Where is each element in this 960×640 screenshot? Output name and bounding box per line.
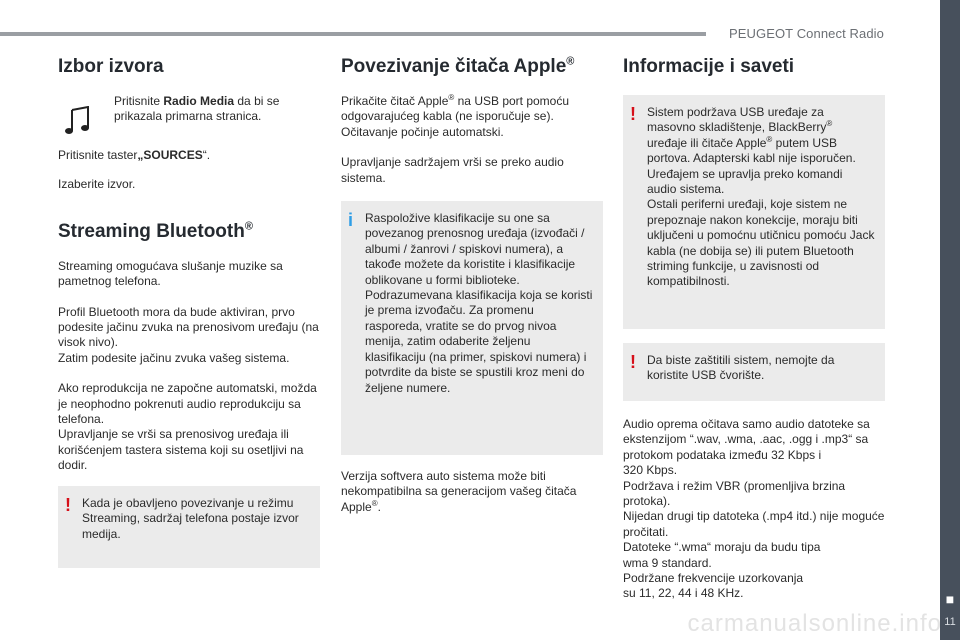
classification-info-text: Raspoložive klasifikacije su one sa povezanog prenosnog uređaja (izvođači / albumi / žanrovi / spiskovi numera), a takođe možete da koristite i klasifikacije oblikovane u formi biblioteke. Podrazumevana klasifikacija koja se koristi je prema izvođaču. Za promenu rasporeda, vratite se do prvog nivoa menija, zatim odaberite željenu klasifikaciju (na primer, spiskovi numera) i potvrdite da biste se spustili kroz meni do željene numere. [365, 211, 593, 395]
section-title-source: Izbor izvora [58, 56, 164, 77]
classification-info-box [341, 201, 603, 455]
column-source-selection [58, 52, 320, 568]
usb-hub-warning-text: Da biste zaštitili sistem, nemojte da koristite USB čvorište. [647, 353, 835, 383]
bluetooth-paragraph-2: Profil Bluetooth mora da bude aktiviran, prvo podesite jačinu zvuka na prenosivom uređaju (na visok nivo). Zatim podesite jačinu zvuka vašeg sistema. [58, 304, 319, 365]
usb-hub-warning-box [623, 343, 885, 401]
page-edge-strip [940, 0, 960, 640]
sources-instruction: Pritisnite taster„SOURCES“. [58, 148, 211, 162]
brand-title: PEUGEOT Connect Radio [728, 26, 884, 41]
section-title-info: Informacije i saveti [623, 56, 795, 77]
header-rule [0, 32, 706, 36]
column-info-tips [623, 52, 885, 602]
apple-compatibility-note: Verzija softvera auto sistema može biti nekompatibilna sa generacijom vašeg čitača Apple®. [341, 469, 577, 514]
warning-icon: ! [65, 494, 71, 515]
audio-formats-paragraph: Audio oprema očitava samo audio datoteke sa ekstenzijom “.wav, .wma, .aac, .ogg i .mp3“ sa protokom podataka između 32 Kbps i 320 Kbps. Podržava i režim VBR (promenljiva brzina protoka). Nijedan drugi tip datoteka (.mp4 itd.) nije moguće pročitati. Datoteke “.wma“ moraju da budu tipa wma 9 standard. Podržane frekvencije uzorkovanja su 11, 22, 44 i 48 KHz. [623, 417, 885, 601]
warning-icon: ! [630, 104, 636, 124]
apple-paragraph-1: Prikačite čitač Apple® na USB port pomoću odgovarajućeg kabla (ne isporučuje se). Očitavanje počinje automatski. [341, 93, 570, 139]
apple-paragraph-2: Upravljanje sadržajem vrši se preko audio sistema. [341, 155, 564, 185]
select-source-instruction: Izaberite izvor. [58, 177, 136, 192]
section-title-apple: Povezivanje čitača Apple® [341, 55, 575, 77]
streaming-warning-box [58, 486, 320, 568]
page-marker: ■ [945, 591, 955, 607]
bluetooth-paragraph-1: Streaming omogućava slušanje muzike sa pametnog telefona. [58, 258, 283, 289]
watermark: carmanualsonline.info [687, 610, 942, 637]
page-number: 11 [944, 616, 956, 628]
radio-media-instruction: Pritisnite Radio Media da bi se prikazala primarna stranica. [114, 94, 280, 124]
usb-support-warning-text: Sistem podržava USB uređaje za masovno skladištenje, BlackBerry® uređaje ili čitače Apple® putem USB portova. Adapterski kabl nije isporučen. Uređajem se upravlja preko komandi audio sistema. Ostali periferni uređaji, koje sistem ne prepoznaje nakon konekcije, moraju biti uključeni u pomoćnu utičnicu pomoću Jack kabla (ne dobija se) ili putem Bluetooth striming funkcije, u zavisnosti od kompatibilnosti. [647, 105, 875, 289]
section-title-bluetooth: Streaming Bluetooth® [58, 220, 253, 242]
info-icon: i [348, 210, 354, 231]
warning-icon: ! [630, 352, 636, 372]
bluetooth-paragraph-3: Ako reprodukcija ne započne automatski, možda je neophodno pokrenuti audio reprodukciju sa telefona. Upravljanje se vrši sa prenosivog uređaja ili korišćenjem tastera sistema koji su osetljivi na dodir. [58, 381, 317, 473]
streaming-warning-text: Kada je obavljeno povezivanje u režimu Streaming, sadržaj telefona postaje izvor medija. [82, 495, 299, 541]
usb-support-warning-box [623, 95, 885, 329]
column-apple-connection [341, 52, 603, 515]
radio-media-step [58, 94, 320, 134]
music-note-icon [58, 94, 114, 134]
